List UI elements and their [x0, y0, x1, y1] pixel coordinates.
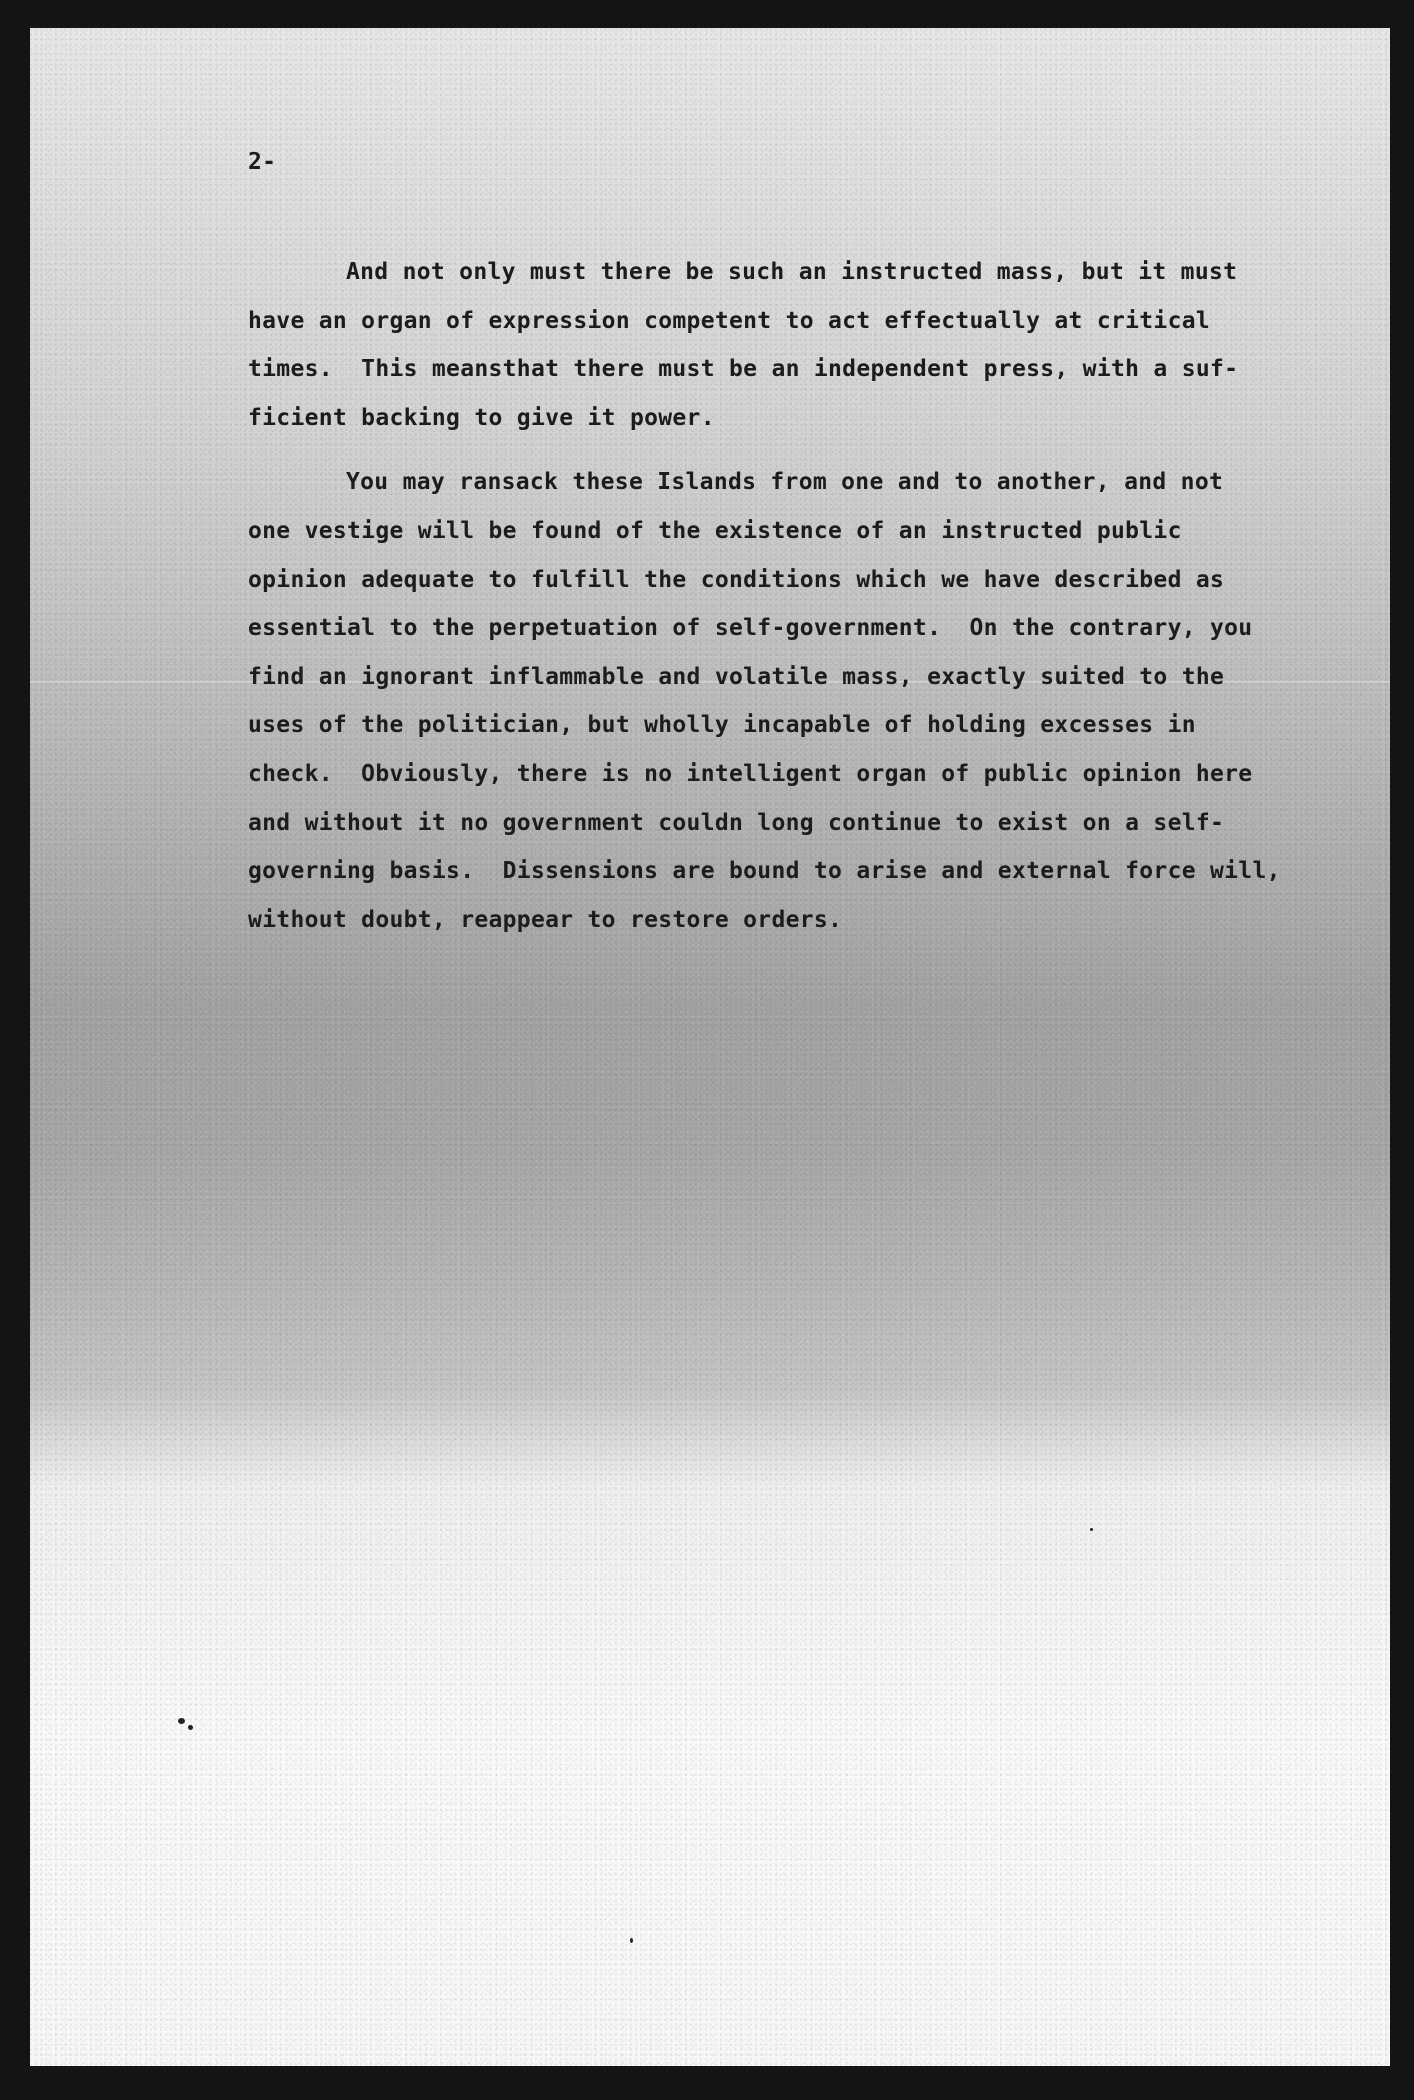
ink-speck: [178, 1718, 185, 1724]
text-line: And not only must there be such an instructed mass, but it must: [346, 259, 1238, 285]
text-line: times. This meansthat there must be an independent press, with a suf-: [248, 356, 1239, 383]
text-line: one vestige will be found of the existence of an instructed public: [248, 517, 1182, 544]
text-line: without doubt, reappear to restore orders.: [248, 906, 843, 933]
ink-speck: [188, 1725, 193, 1730]
paragraph-2: [248, 458, 1328, 944]
text-line: uses of the politician, but wholly incapable of holding excesses in: [248, 712, 1196, 739]
paragraph-gap: [248, 442, 1328, 458]
text-line: check. Obviously, there is no intelligent organ of public opinion here: [248, 760, 1253, 787]
paragraph-1: [248, 248, 1328, 442]
text-line: and without it no government couldn long continue to exist on a self-: [248, 809, 1225, 836]
ink-speck: [1090, 1528, 1093, 1531]
ink-speck: [630, 1938, 633, 1943]
text-line: ficient backing to give it power.: [248, 404, 715, 431]
text-line: governing basis. Dissensions are bound to arise and external force will,: [248, 858, 1281, 885]
text-line: essential to the perpetuation of self-government. On the contrary, you: [248, 615, 1253, 642]
text-line: You may ransack these Islands from one and to another, and not: [346, 469, 1224, 496]
text-line: opinion adequate to fulfill the conditions which we have described as: [248, 566, 1225, 593]
text-line: have an organ of expression competent to act effectually at critical: [248, 307, 1211, 334]
page-number: 2-: [248, 149, 277, 175]
typewritten-page: [30, 28, 1390, 2066]
text-line: find an ignorant inflammable and volatile mass, exactly suited to the: [248, 663, 1225, 690]
document-body: [248, 138, 1328, 944]
